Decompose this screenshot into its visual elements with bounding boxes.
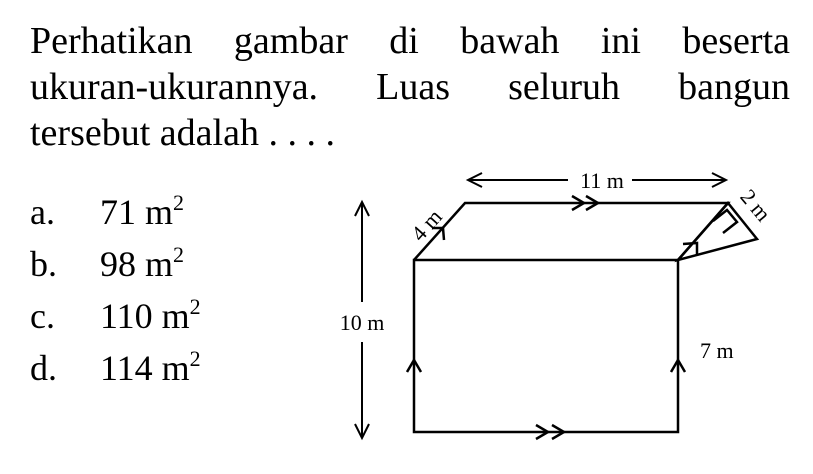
question-line-2: ukuran-ukurannya. Luas seluruh bangun <box>30 66 790 108</box>
option-d-exponent: 2 <box>189 346 201 371</box>
option-b-letter: b. <box>30 244 57 284</box>
right-slant-label: 2 m <box>735 184 777 227</box>
question-line-1: Perhatikan gambar di bawah ini beserta <box>30 20 790 62</box>
option-b-value: 98 m <box>100 244 174 284</box>
question-line-3: tersebut adalah . . . . <box>30 112 335 154</box>
left-slant-label: 4 m <box>405 204 447 246</box>
option-a-exponent: 2 <box>173 190 185 215</box>
right-angle-marker <box>713 210 737 233</box>
right-side-label: 7 m <box>700 338 734 363</box>
rectangle-outline <box>414 260 678 432</box>
height-dimension-label: 10 m <box>339 310 385 335</box>
option-c-value: 110 m <box>100 296 190 336</box>
option-d-letter: d. <box>30 348 57 388</box>
option-a-letter: a. <box>30 192 55 232</box>
parallelogram-outline <box>414 203 728 260</box>
option-c-exponent: 2 <box>189 294 201 319</box>
option-c-letter: c. <box>30 296 55 336</box>
option-b-exponent: 2 <box>173 242 185 267</box>
top-dimension-label: 11 m <box>580 168 624 193</box>
option-d-value: 114 m <box>100 348 190 388</box>
option-a-value: 71 m <box>100 192 174 232</box>
